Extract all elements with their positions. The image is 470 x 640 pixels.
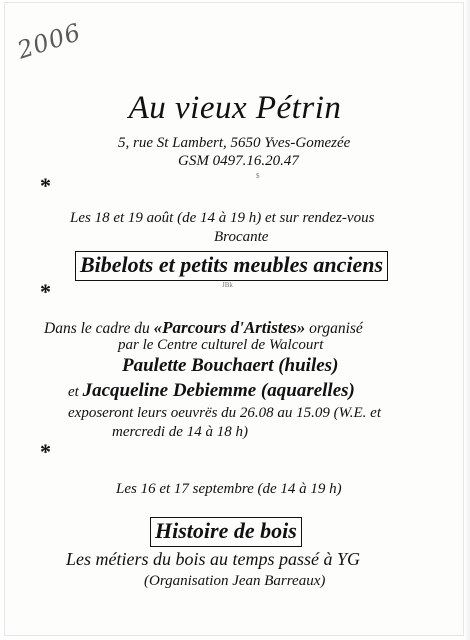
- bullet-star-2: *: [40, 279, 51, 304]
- event2-intro-highlight: «Parcours d'Artistes»: [153, 318, 306, 337]
- event3-headline: Histoire de bois: [150, 517, 302, 547]
- event2-artist2-prefix: et: [68, 384, 83, 400]
- event3-organizer: (Organisation Jean Barreaux): [144, 573, 326, 589]
- event2-artist2: Jacqueline Debiemme (aquarelles): [82, 380, 355, 401]
- event1-dates: Les 18 et 19 août (de 14 à 19 h) et sur rendez-vous: [70, 210, 375, 226]
- event2-intro-suffix: organisé: [305, 320, 363, 337]
- event2-artist2-line: [68, 380, 355, 402]
- event2-intro: [44, 318, 363, 338]
- event1-headline: Bibelots et petits meubles anciens: [75, 251, 388, 281]
- event1-mark: JBk: [222, 281, 233, 289]
- handwritten-year: 2006: [14, 17, 85, 65]
- event3-dates: Les 16 et 17 septembre (de 14 à 19 h): [116, 481, 342, 497]
- event2-exhibit-line2: mercredi de 14 à 18 h): [112, 424, 248, 440]
- bullet-star-1: *: [40, 173, 51, 198]
- event2-artist1: Paulette Bouchaert (huiles): [122, 355, 339, 376]
- event2-organizer: par le Centre culturel de Walcourt: [118, 337, 324, 353]
- bullet-star-3: *: [40, 439, 51, 464]
- event1-type: Brocante: [214, 229, 269, 245]
- small-mark: $: [256, 172, 260, 180]
- shop-title: Au vieux Pétrin: [128, 90, 342, 126]
- event2-intro-prefix: Dans le cadre du: [44, 320, 154, 337]
- address-line: 5, rue St Lambert, 5650 Yves-Gomezée: [118, 135, 351, 151]
- event3-subtitle: Les métiers du bois au temps passé à YG: [66, 549, 361, 569]
- event2-exhibit-line1: exposeront leurs oeuvrës du 26.08 au 15.09 (W.E. et: [68, 405, 382, 421]
- phone-line: GSM 0497.16.20.47: [178, 153, 299, 169]
